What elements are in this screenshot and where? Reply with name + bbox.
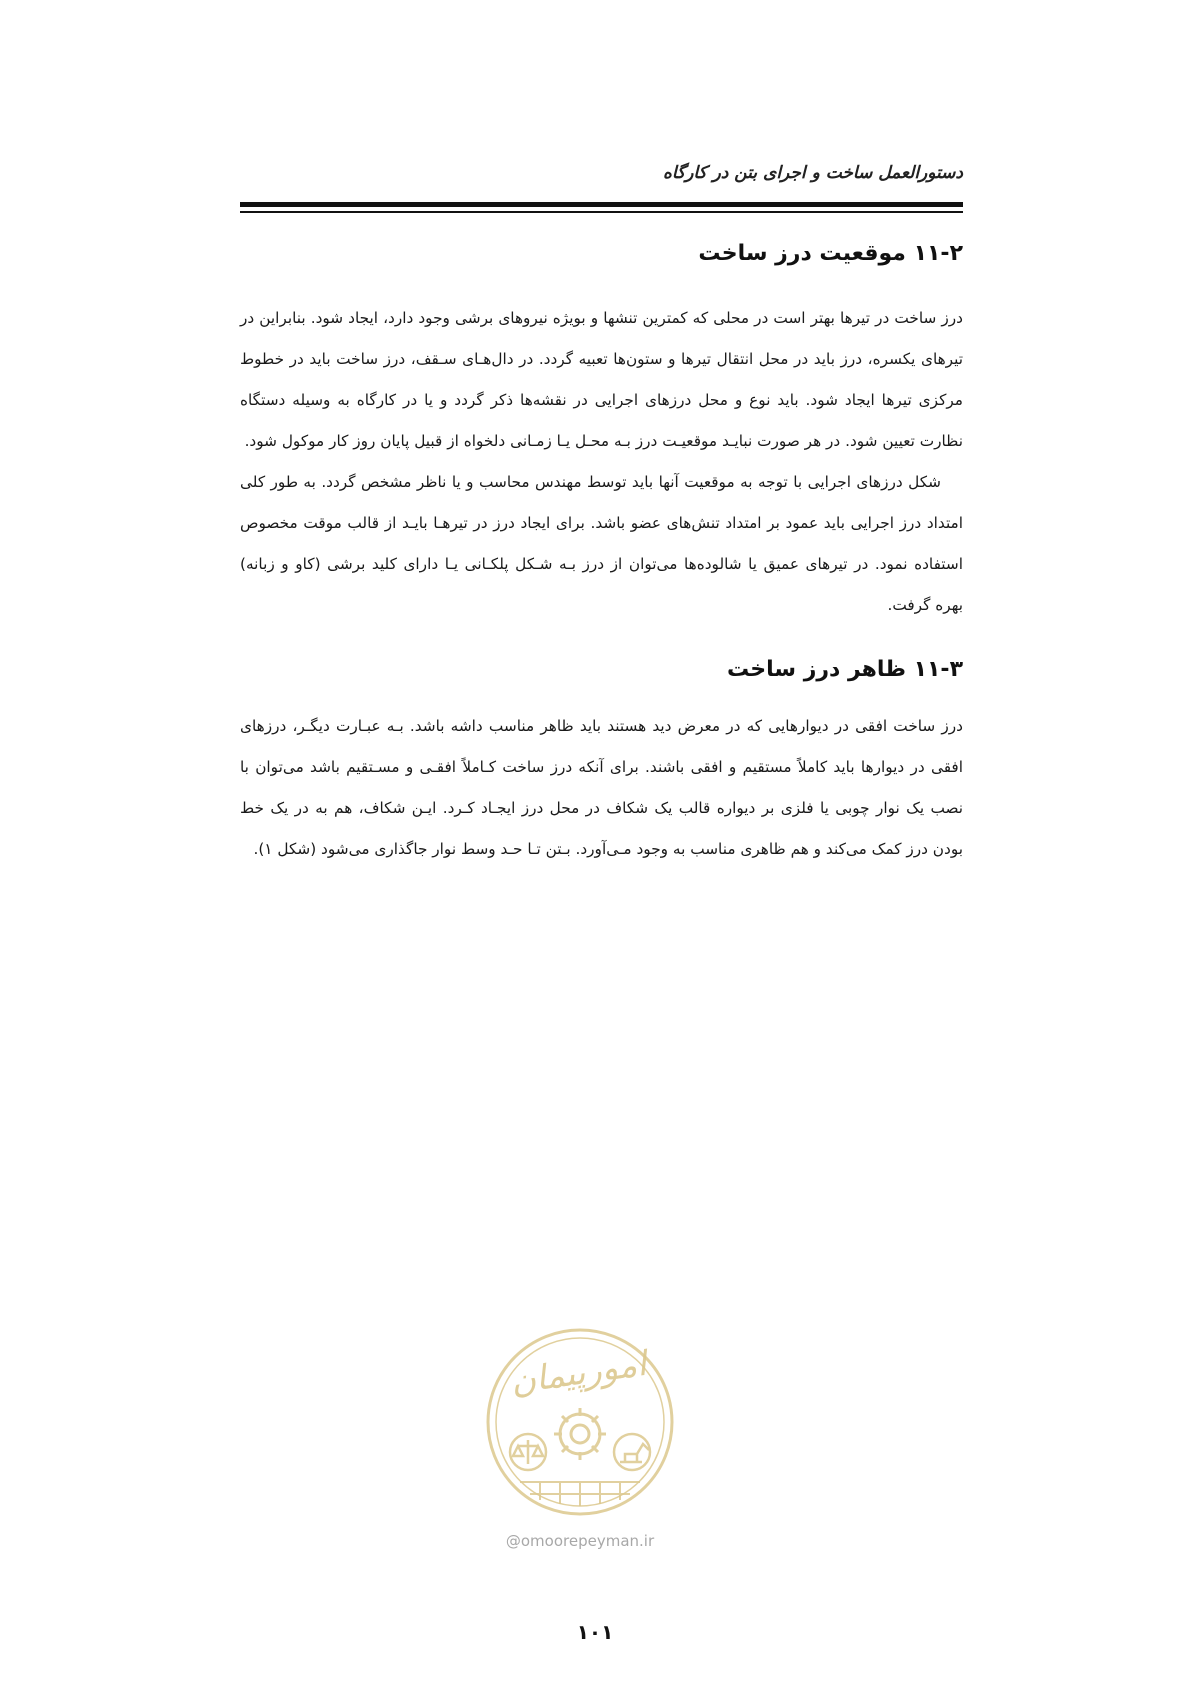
section-heading-construction-joint-location: ۱۱-۲ موقعیت درز ساخت xyxy=(698,241,963,266)
page-body xyxy=(240,238,963,870)
gear-icon xyxy=(554,1408,606,1460)
watermark-logo xyxy=(480,1322,680,1522)
section1-paragraph-2: شکل درزهای اجرایی با توجه به موقعیت آنها باید توسط مهندس محاسب و یا ناظر مشخص گردد. به طور کلی امتداد درز اجرایی باید عمود بر امتداد تنش‌های عضو باشد. برای ایجاد درز در تیرهـا بایـد از قالب موقت مخصوص استفاده نمود. در تیرهای عمیق یا شالوده‌ها می‌توان از درز بـه شـکل پلکـانی یـا دارای کلید برشی (کاو و زبانه) بهره گرفت. xyxy=(240,473,963,614)
watermark-caption: @omoorepeyman.ir xyxy=(505,1532,655,1550)
header-rule-thick xyxy=(240,202,963,207)
section2-paragraph-1: درز ساخت افقی در دیوارهایی که در معرض دید هستند باید ظاهر مناسب داشه باشد. بـه عبـارت دیگـر، درزهای افقی در دیوارها باید کاملاً مستقیم و افقی باشند. برای آنکه درز ساخت کـاملاً افقـی و مسـتقیم باشد می‌توان با نصب یک نوار چوبی یا فلزی بر دیواره قالب یک شکاف در محل درز ایجـاد کـرد. ایـن شکاف، هم به در یک خط بودن درز کمک می‌کند و هم ظاهری مناسب به وجود مـی‌آورد. بـتن تـا حـد وسط نوار جاگذاری می‌شود (شکل ۱). xyxy=(240,717,963,858)
scale-icon xyxy=(510,1434,546,1470)
header-rule-thin xyxy=(240,211,963,213)
watermark-logo-text: امورپیمان xyxy=(508,1343,649,1403)
excavator-icon xyxy=(614,1434,650,1470)
page-number: ۱۰۱ xyxy=(576,1620,614,1644)
section1-paragraph-1: درز ساخت در تیرها بهتر است در محلی که کمترین تنشها و بویژه نیروهای برشی وجود دارد، ایجاد شود. بنابراین در تیرهای یکسره، درز باید در محل انتقال تیرها و ستون‌ها تعبیه گردد. در دال‌هـای سـقف، درز ساخت باید در خطوط مرکزی تیرها ایجاد شود. باید نوع و محل درزهای اجرایی در نقشه‌ها ذکر گردد و یا در کارگاه به وسیله دستگاه نظارت تعیین شود. در هر صورت نبایـد موقعیـت درز بـه محـل یـا زمـانی دلخواه از قبیل پایان روز کار موکول شود. xyxy=(240,309,963,450)
running-header-title: دستورالعمل ساخت و اجرای بتن در کارگاه xyxy=(663,163,963,183)
section-heading-joint-appearance: ۱۱-۳ ظاهر درز ساخت xyxy=(727,657,963,682)
at-icon: @ xyxy=(505,1532,521,1550)
